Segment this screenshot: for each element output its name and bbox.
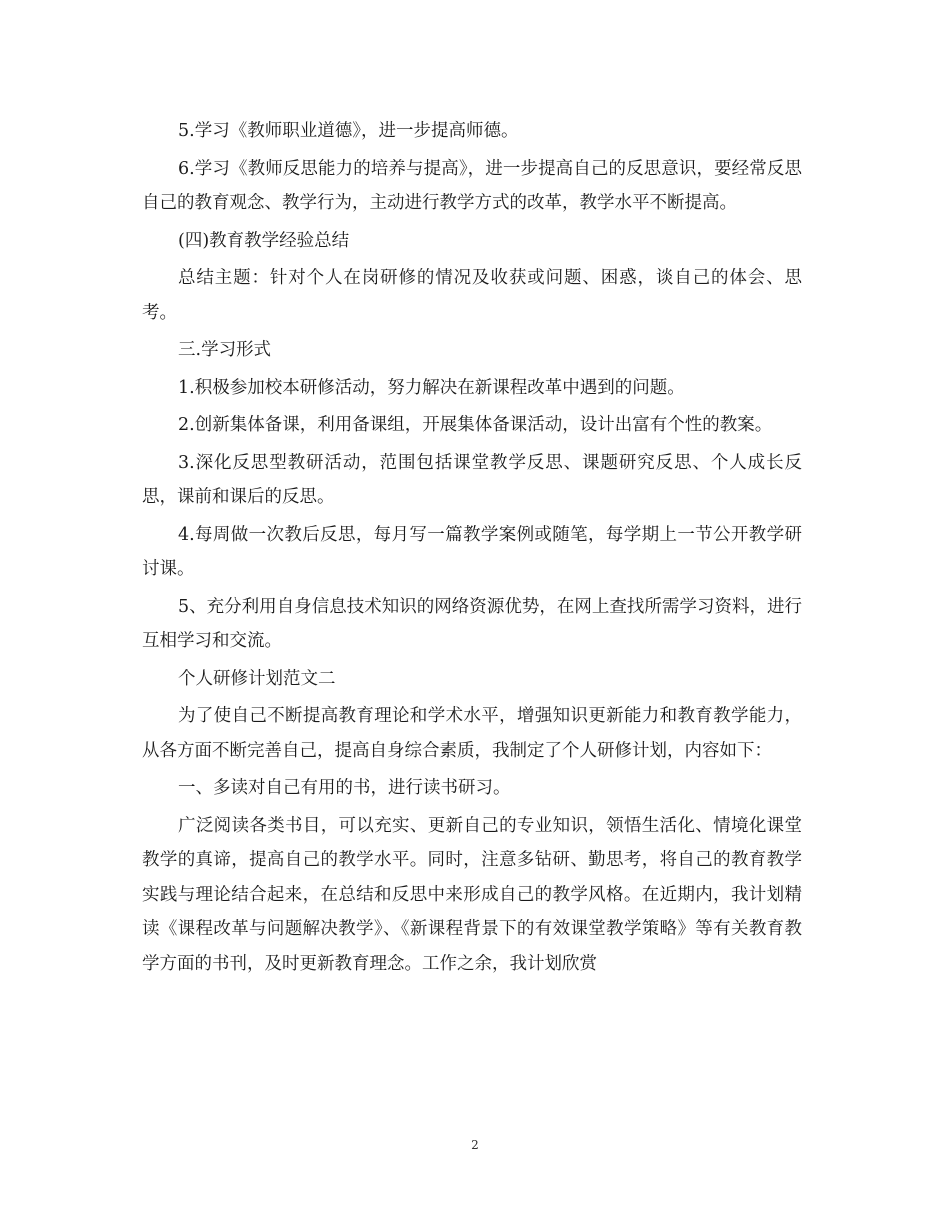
paragraph: 1.积极参加校本研修活动，努力解决在新课程改革中遇到的问题。 bbox=[178, 377, 685, 398]
paragraph: 为了使自己不断提高教育理论和学术水平，增强知识更新能力和教育教学能力，从各方面不断完善自己，提高自身综合素质，我制定了个人研修计划，内容如下： bbox=[142, 706, 802, 761]
page-number: 2 bbox=[471, 1138, 479, 1152]
section-heading: (四)教育教学经验总结 bbox=[178, 230, 350, 251]
paragraph: 3.深化反思型教研活动，范围包括课堂教学反思、课题研究反思、个人成长反思，课前和课后的反思。 bbox=[142, 452, 802, 507]
paragraph: 广泛阅读各类书目，可以充实、更新自己的专业知识，领悟生活化、情境化课堂教学的真谛，提高自己的教学水平。同时，注意多钻研、勤思考，将自己的教育教学实践与理论结合起来，在总结和反思中来形成自己的教学风格。在近期内，我计划精读《课程改革与问题解决教学》、《新课程背景下的有效课堂教学策略》等有关教育教学方面的书刊，及时更新教育理念。工作之余，我计划欣赏 bbox=[142, 815, 802, 974]
paragraph: 6.学习《教师反思能力的培养与提高》，进一步提高自己的反思意识，要经常反思自己的教育观念、教学行为，主动进行教学方式的改革，教学水平不断提高。 bbox=[142, 158, 802, 213]
document-body bbox=[142, 114, 802, 984]
paragraph: 5、充分利用自身信息技术知识的网络资源优势，在网上查找所需学习资料，进行互相学习和交流。 bbox=[142, 596, 802, 651]
paragraph: 4.每周做一次教后反思，每月写一篇教学案例或随笔，每学期上一节公开教学研讨课。 bbox=[142, 524, 802, 579]
section-heading: 三.学习形式 bbox=[178, 340, 272, 360]
paragraph: 2.创新集体备课，利用备课组，开展集体备课活动，设计出富有个性的教案。 bbox=[178, 415, 773, 435]
section-heading: 一、多读对自己有用的书，进行读书研习。 bbox=[178, 778, 511, 798]
section-heading: 个人研修计划范文二 bbox=[178, 668, 336, 689]
paragraph: 总结主题：针对个人在岗研修的情况及收获或问题、困惑，谈自己的体会、思考。 bbox=[142, 268, 802, 323]
paragraph: 5.学习《教师职业道德》，进一步提高师德。 bbox=[178, 121, 519, 141]
